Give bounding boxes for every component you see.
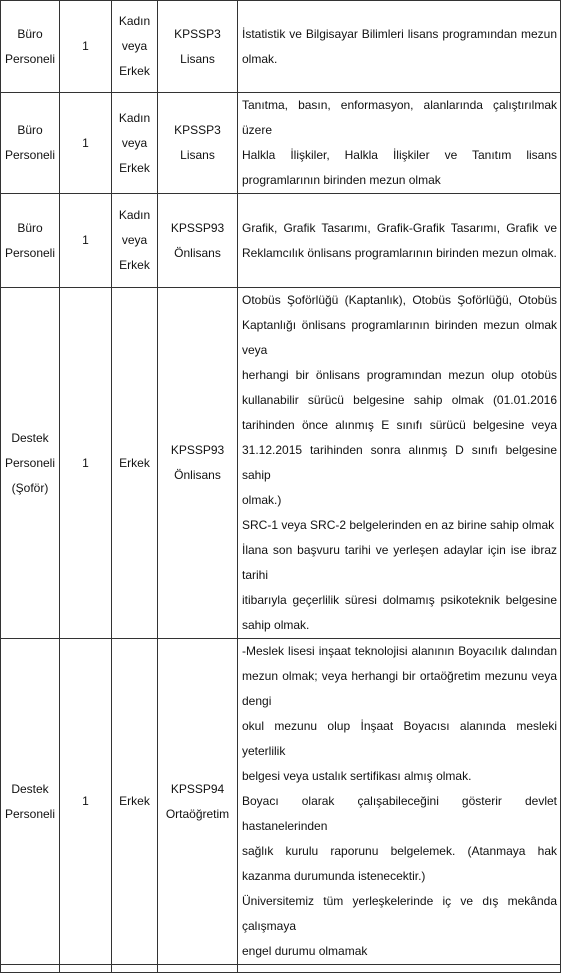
kpss-cell-line: Önlisans: [174, 245, 221, 260]
gender-cell-line: Erkek: [119, 64, 150, 78]
requirement-line: herhangi bir önlisans programından mezun olup otobüs: [242, 368, 557, 382]
table-row: [1, 194, 561, 288]
position-cell-line: Büro: [17, 26, 43, 41]
kpss-cell: [158, 1, 238, 93]
requirement-line: olmak.: [242, 51, 278, 66]
gender-cell: [112, 93, 158, 194]
gender-cell-line: veya: [121, 135, 148, 150]
table-row: [1, 965, 561, 973]
requirements-cell: [238, 639, 561, 965]
requirement-line: Grafik, Grafik Tasarımı, Grafik-Grafik Tasarımı, Grafik ve: [242, 220, 557, 235]
empty-cell: [112, 965, 158, 973]
gender-cell-line: Erkek: [119, 160, 150, 175]
count-cell: 1: [60, 93, 112, 194]
kpss-cell-line: KPSSP93: [170, 443, 225, 457]
gender-cell-line: Erkek: [119, 455, 150, 470]
requirement-line: Reklamcılık önlisans programlarının birinden mezun olmak.: [242, 245, 557, 260]
gender-cell-line: Kadın: [118, 14, 151, 28]
position-cell: [1, 288, 60, 639]
kpss-cell-line: KPSSP3: [174, 123, 221, 137]
requirements-cell: [238, 194, 561, 288]
requirement-line: Boyacı olarak çalışabileceğini gösterir devlet hastanelerinden: [242, 794, 557, 833]
requirement-line: SRC-1 veya SRC-2 belgelerinden en az birine sahip olmak: [242, 518, 555, 532]
kpss-cell-line: Lisans: [180, 148, 215, 162]
position-cell-line: Personeli: [4, 455, 56, 470]
requirement-line: belgesi veya ustalık sertifikası almış olmak.: [242, 769, 472, 783]
table-row: [1, 93, 561, 194]
requirements-cell: [238, 1, 561, 93]
gender-cell: [112, 1, 158, 93]
requirement-line: itibarıyla geçerlilik süresi dolmamış psikoteknik belgesine: [242, 593, 557, 607]
count-cell: 1: [60, 1, 112, 93]
position-cell-line: Büro: [17, 123, 43, 137]
count-cell: 1: [60, 639, 112, 965]
kpss-cell-line: KPSSP94: [170, 781, 225, 796]
gender-cell: [112, 194, 158, 288]
position-cell: [1, 194, 60, 288]
gender-cell-line: veya: [121, 39, 148, 53]
position-cell-line: Büro: [17, 220, 43, 235]
requirement-line: kazanma durumunda istenecektir.): [242, 869, 426, 883]
requirement-line: programlarının birinden mezun olmak: [242, 173, 441, 187]
gender-cell-line: Erkek: [119, 258, 150, 272]
requirement-line: Üniversitemiz tüm yerleşkelerinde iç ve dış mekânda çalışmaya: [242, 894, 557, 933]
position-cell-line: Destek: [11, 430, 49, 445]
requirement-line: Halkla İlişkiler, Halkla İlişkiler ve Tanıtım lisans: [242, 148, 557, 162]
requirement-line: Kaptanlığı önlisans programlarının birinden mezun olmak veya: [242, 318, 557, 357]
empty-cell: [238, 965, 561, 973]
kpss-cell-line: KPSSP3: [174, 26, 221, 41]
gender-cell-line: Kadın: [118, 208, 151, 222]
empty-cell: [1, 965, 60, 973]
gender-cell: [112, 288, 158, 639]
requirements-cell: [238, 288, 561, 639]
position-cell-line: Destek: [11, 781, 49, 796]
kpss-cell-line: KPSSP93: [170, 220, 225, 235]
count-cell: 1: [60, 288, 112, 639]
position-cell: [1, 639, 60, 965]
kpss-cell-line: Lisans: [180, 51, 215, 66]
requirement-line: sağlık kurulu raporunu belgelemek. (Atanmaya hak: [242, 844, 557, 858]
requirement-line: Otobüs Şoförlüğü (Kaptanlık), Otobüs Şoförlüğü, Otobüs: [242, 293, 557, 307]
kpss-cell: [158, 288, 238, 639]
position-cell: [1, 1, 60, 93]
requirement-line: İlana son başvuru tarihi ve yerleşen adaylar için ise ibraz tarihi: [242, 543, 557, 582]
kpss-cell-line: Ortaöğretim: [165, 806, 230, 821]
requirement-line: sahip olmak.: [242, 618, 310, 632]
requirement-line: -Meslek lisesi inşaat teknolojisi alanının Boyacılık dalından: [242, 644, 557, 658]
requirements-cell: [238, 93, 561, 194]
gender-cell-line: veya: [121, 233, 148, 247]
table-row: [1, 288, 561, 639]
kpss-cell: [158, 194, 238, 288]
requirement-line: Tanıtma, basın, enformasyon, alanlarında çalıştırılmak üzere: [242, 98, 557, 137]
requirement-line: kullanabilir sürücü belgesine sahip olmak (01.01.2016: [242, 393, 557, 407]
position-cell-line: Personeli: [4, 51, 56, 66]
position-cell-line: Personeli: [4, 245, 56, 260]
requirement-line: okul mezunu olup İnşaat Boyacısı alanında mesleki yeterlilik: [242, 719, 557, 758]
kpss-cell: [158, 93, 238, 194]
kpss-cell: [158, 639, 238, 965]
gender-cell-line: Kadın: [118, 110, 151, 125]
position-cell-line: (Şoför): [11, 480, 49, 495]
kpss-cell-line: Önlisans: [174, 468, 221, 482]
count-cell: 1: [60, 194, 112, 288]
empty-cell: [60, 965, 112, 973]
empty-cell: [158, 965, 238, 973]
table-row: [1, 1, 561, 93]
requirement-line: tarihinden önce alınmış E sınıfı sürücü belgesine veya: [242, 418, 557, 432]
requirement-line: mezun olmak; veya herhangi bir ortaöğretim mezunu veya dengi: [242, 669, 557, 708]
position-cell-line: Personeli: [4, 148, 56, 162]
requirement-line: olmak.): [242, 493, 282, 507]
position-cell-line: Personeli: [4, 806, 56, 821]
table-row: [1, 639, 561, 965]
requirement-line: 31.12.2015 tarihinden sonra alınmış D sınıfı belgesine sahip: [242, 443, 557, 482]
requirement-line: İstatistik ve Bilgisayar Bilimleri lisans programından mezun: [242, 26, 557, 41]
requirement-line: engel durumu olmamak: [242, 944, 368, 958]
position-cell: [1, 93, 60, 194]
gender-cell: [112, 639, 158, 965]
gender-cell-line: Erkek: [119, 794, 150, 808]
